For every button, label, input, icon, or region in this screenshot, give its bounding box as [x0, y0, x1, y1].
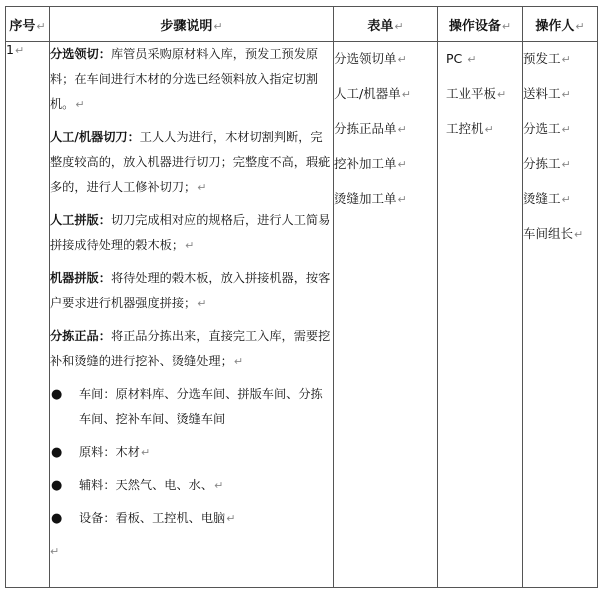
operator-item: 分选工↵: [523, 121, 571, 136]
operator-item: 烫缝工↵: [523, 191, 571, 206]
equipment-item: 工业平板↵: [446, 86, 507, 101]
bullet-dot-icon: ●: [51, 445, 63, 460]
step-paragraph: 人工拼版：切刀完成相对应的规格后，进行人工简易拼接成待处理的榖木板；↵: [50, 213, 331, 252]
step-paragraph: 人工/机器切刀：工人人为进行，木材切割判断，完整度较高的，放入机器进行切刀；完整度不高，瑕疵多的，进行人工修补切刀；↵: [50, 130, 331, 194]
operator-item: 分拣工↵: [523, 156, 571, 171]
steps-cell: [50, 42, 334, 588]
bullet-dot-icon: ●: [51, 511, 63, 526]
equipment-cell: [438, 42, 523, 588]
end-paragraph-mark: ↵: [50, 545, 60, 558]
step-paragraph: 分拣正品：将正品分拣出来，直接完工入库，需要挖补和烫缝的进行挖补、烫缝处理；↵: [50, 329, 331, 368]
operators-cell: [523, 42, 598, 588]
table-row: [6, 42, 598, 588]
equipment-item: PC ↵: [446, 51, 477, 66]
form-item: 挖补加工单↵: [334, 156, 407, 171]
header-steps: 步骤说明↵: [50, 7, 334, 42]
table-header-row: [6, 7, 598, 42]
form-item: 分拣正品单↵: [334, 121, 407, 136]
header-operator: 操作人↵: [523, 7, 598, 42]
header-equipment: 操作设备↵: [438, 7, 523, 42]
header-forms: 表单↵: [334, 7, 438, 42]
forms-cell: [334, 42, 438, 588]
form-item: 烫缝加工单↵: [334, 191, 407, 206]
bullet-dot-icon: ●: [51, 478, 63, 493]
bullet-dot-icon: ●: [51, 387, 63, 402]
operator-item: 送料工↵: [523, 86, 571, 101]
header-seq: 序号↵: [6, 7, 50, 42]
bullet-item: ● 原料：木材↵: [50, 440, 333, 465]
bullet-item: ● 辅料：天然气、电、水、↵: [50, 473, 333, 498]
form-item: 人工/机器单↵: [334, 86, 411, 101]
step-paragraph: 机器拼版：将待处理的榖木板，放入拼接机器，按客户要求进行机器强度拼接；↵: [50, 271, 331, 310]
bullet-item: ● 设备：看板、工控机、电脑↵: [50, 506, 333, 531]
operator-item: 车间组长↵: [523, 226, 584, 241]
bullet-item: ● 车间：原材料库、分选车间、拼版车间、分拣车间、挖补车间、烫缝车间: [50, 382, 333, 432]
process-table: [5, 6, 598, 588]
operator-item: 预发工↵: [523, 51, 571, 66]
row-seq-cell: 1↵: [6, 42, 50, 588]
step-paragraph: 分选领切：库管员采购原材料入库，预发工预发原料；在车间进行木材的分选已经领料放入指定切割机。↵: [50, 47, 319, 111]
equipment-item: 工控机↵: [446, 121, 494, 136]
form-item: 分选领切单↵: [334, 51, 407, 66]
